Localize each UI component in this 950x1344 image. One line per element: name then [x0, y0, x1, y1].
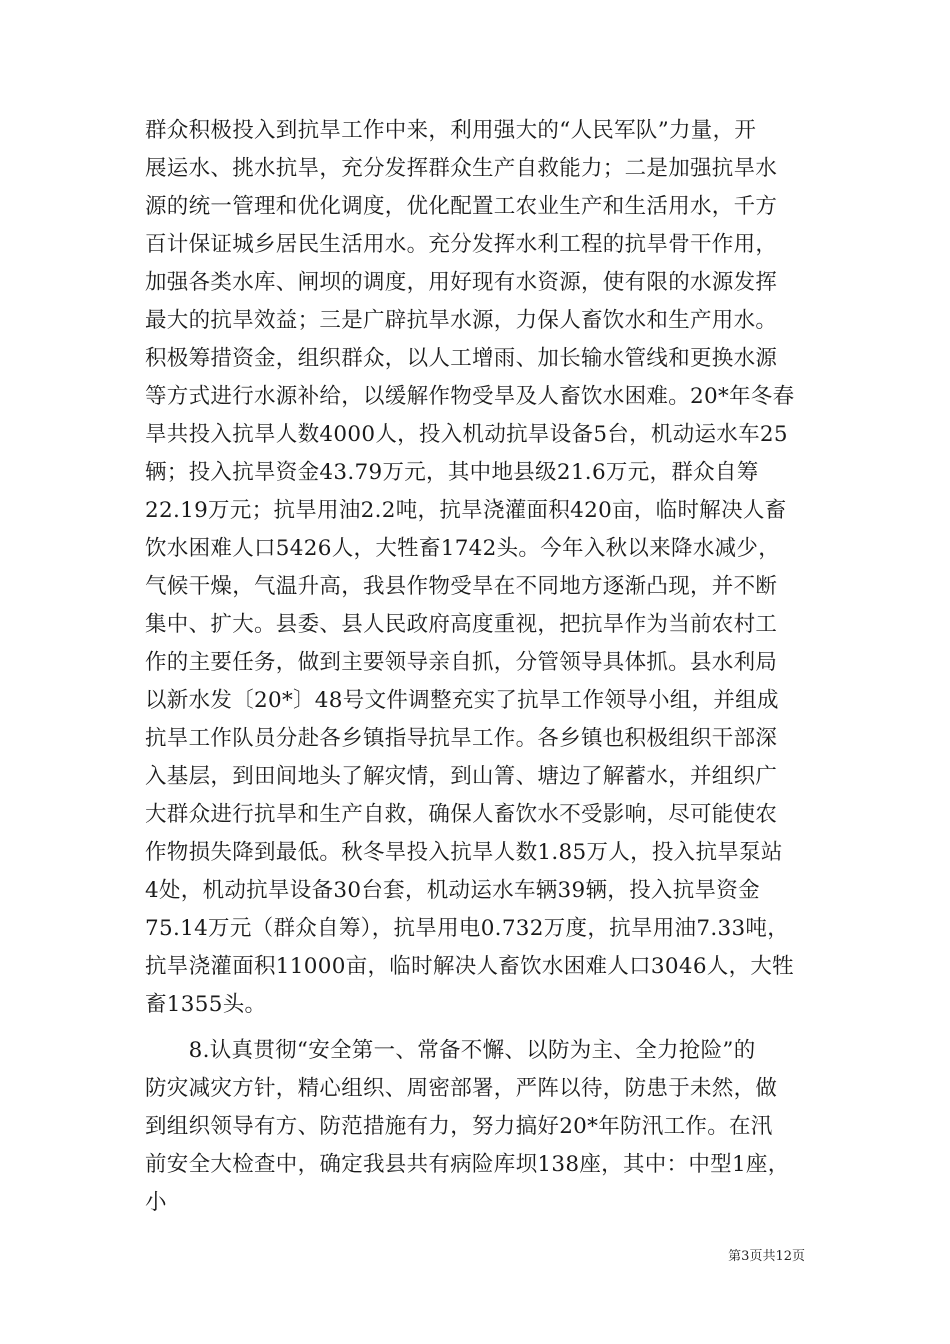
text-line: 小: [145, 1190, 167, 1215]
text-line: 展运水、挑水抗旱，充分发挥群众生产自救能力；二是加强抗旱水: [145, 156, 778, 181]
text-line: 防灾减灾方针，精心组织、周密部署，严阵以待，防患于未然，做: [145, 1076, 778, 1101]
paragraph: [145, 1032, 817, 1222]
text-line: 群众积极投入到抗旱工作中来，利用强大的“人民军队”力量，开: [145, 118, 757, 143]
text-line: 百计保证城乡居民生活用水。充分发挥水利工程的抗旱骨干作用，: [145, 232, 778, 257]
text-line: 源的统一管理和优化调度，优化配置工农业生产和生活用水，千方: [145, 194, 778, 219]
text-line: 加强各类水库、闸坝的调度，用好现有水资源，使有限的水源发挥: [145, 270, 778, 295]
text-line: 气候干燥，气温升高，我县作物受旱在不同地方逐渐凸现，并不断: [145, 574, 778, 599]
text-line: 大群众进行抗旱和生产自救，确保人畜饮水不受影响，尽可能使农: [145, 802, 778, 827]
text-line: 旱共投入抗旱人数4000人，投入机动抗旱设备5台，机动运水车25: [145, 422, 788, 447]
text-line: 抗旱工作队员分赴各乡镇指导抗旱工作。各乡镇也积极组织干部深: [145, 726, 778, 751]
page-number-footer: 第3页共12页: [728, 1249, 805, 1264]
text-line: 抗旱浇灌面积11000亩，临时解决人畜饮水困难人口3046人，大牲: [145, 954, 795, 979]
text-line: 饮水困难人口5426人，大牲畜1742头。今年入秋以来降水减少，: [145, 536, 781, 561]
text-line: 集中、扩大。县委、县人民政府高度重视，把抗旱作为当前农村工: [145, 612, 778, 637]
body-text: [145, 112, 817, 1222]
text-line: 畜1355头。: [145, 992, 267, 1017]
text-line: 22.19万元；抗旱用油2.2吨，抗旱浇灌面积420亩，临时解决人畜: [145, 498, 787, 523]
text-line: 4处，机动抗旱设备30台套，机动运水车辆39辆，投入抗旱资金: [145, 878, 760, 903]
text-line: 辆；投入抗旱资金43.79万元，其中地县级21.6万元，群众自筹: [145, 460, 759, 485]
text-line: 75.14万元（群众自筹），抗旱用电0.732万度，抗旱用油7.33吨，: [145, 916, 790, 941]
text-line: 最大的抗旱效益；三是广辟抗旱水源，力保人畜饮水和生产用水。: [145, 308, 778, 333]
paragraph-spacer: [145, 1024, 817, 1032]
text-line: 作物损失降到最低。秋冬旱投入抗旱人数1.85万人，投入抗旱泵站: [145, 840, 783, 865]
text-line: 等方式进行水源补给，以缓解作物受旱及人畜饮水困难。20*年冬春: [145, 384, 795, 409]
text-line: 前安全大检查中，确定我县共有病险库坝138座，其中：中型1座，: [145, 1152, 790, 1177]
paragraph: [145, 112, 817, 1024]
text-line: 作的主要任务，做到主要领导亲自抓，分管领导具体抓。县水利局: [145, 650, 778, 675]
text-line: 积极筹措资金，组织群众，以人工增雨、加长输水管线和更换水源: [145, 346, 778, 371]
text-line: 入基层，到田间地头了解灾情，到山箐、塘边了解蓄水，并组织广: [145, 764, 778, 789]
text-line: 到组织领导有方、防范措施有力，努力搞好20*年防汛工作。在汛: [145, 1114, 773, 1139]
text-line: 8.认真贯彻“安全第一、常备不懈、以防为主、全力抢险”的: [145, 1038, 756, 1063]
text-line: 以新水发〔20*〕48号文件调整充实了抗旱工作领导小组，并组成: [145, 688, 779, 713]
